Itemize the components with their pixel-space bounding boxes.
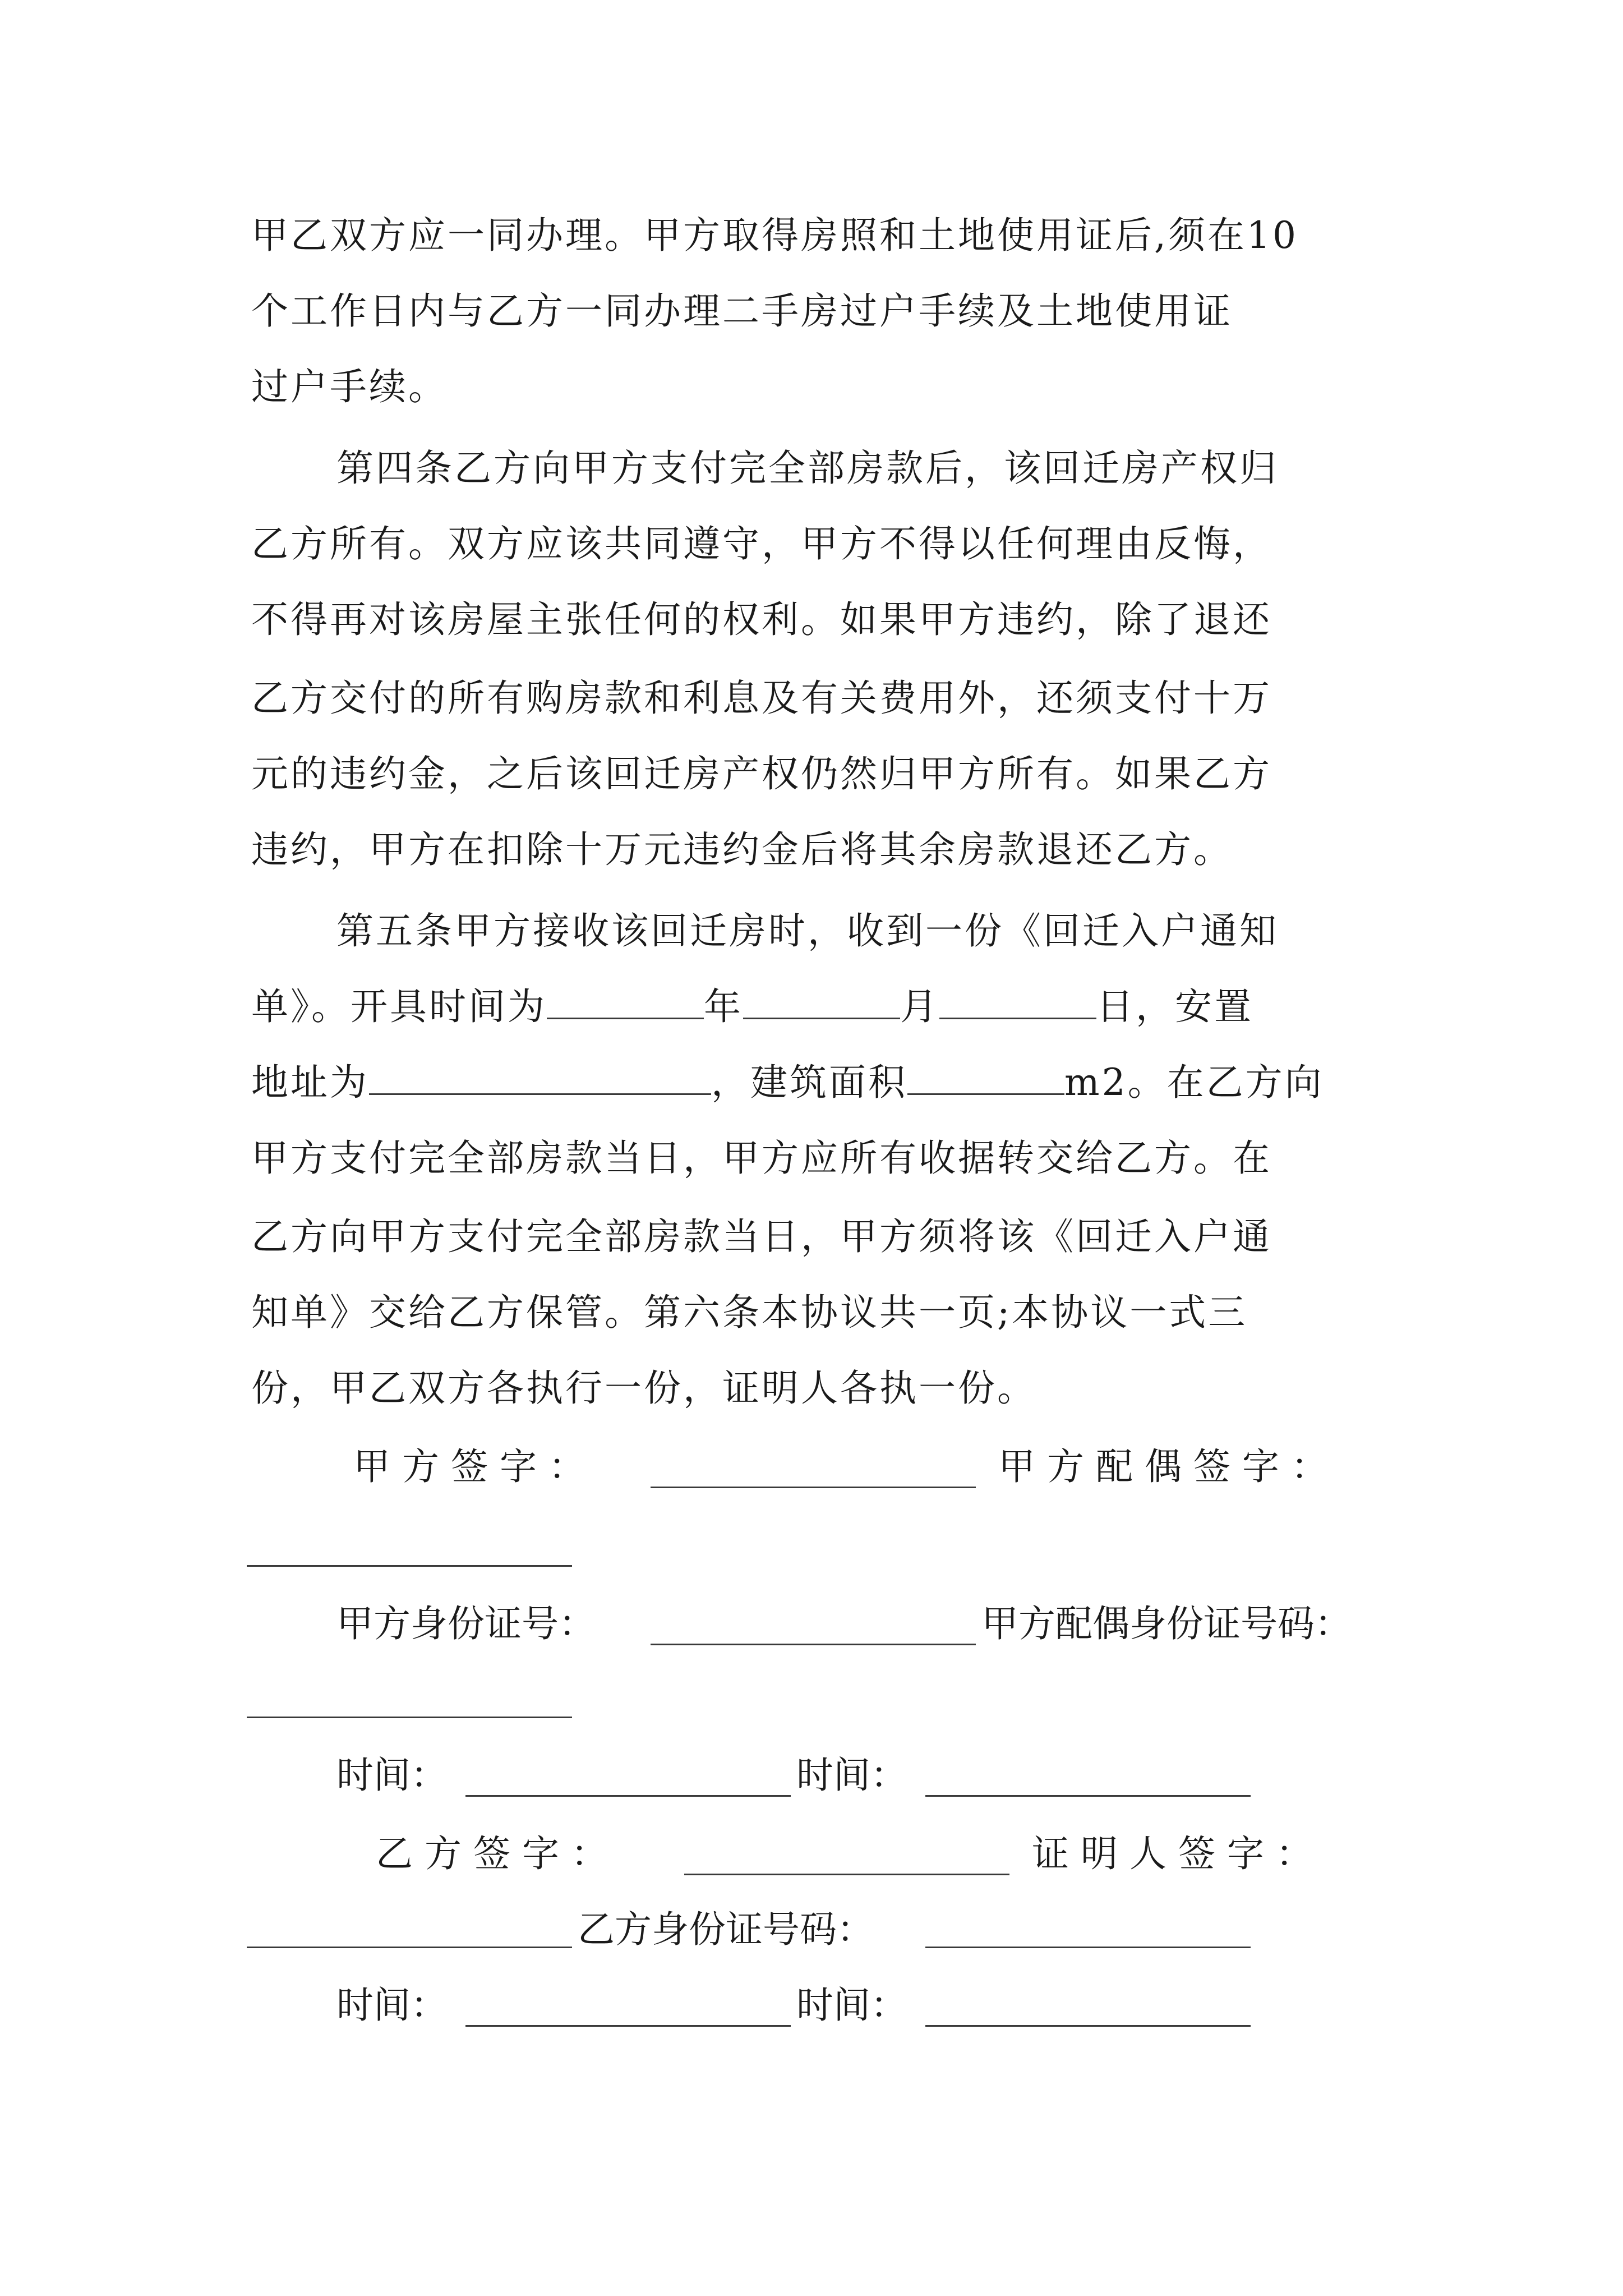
paragraph-line: 乙方所有。双方应该共同遵守，甲方不得以任何理由反悔，	[251, 522, 1272, 565]
paragraph-line: 元的违约金，之后该回迁房产权仍然归甲方所有。如果乙方	[251, 752, 1272, 795]
paragraph-line: 乙方向甲方支付完全部房款当日，甲方须将该《回迁入户通	[251, 1215, 1272, 1258]
time-blank[interactable]	[465, 1795, 791, 1797]
time-label: 时间：	[336, 1984, 448, 2027]
time-blank[interactable]	[925, 2025, 1251, 2027]
paragraph-line: 不得再对该房屋主张任何的权利。如果甲方违约，除了退还	[251, 598, 1272, 641]
party-a-spouse-id-blank[interactable]	[247, 1717, 572, 1718]
time-blank[interactable]	[465, 2025, 791, 2027]
time-label: 时间：	[796, 1754, 907, 1797]
witness-sign-label: 证 明 人 签 字 ：	[1032, 1832, 1313, 1875]
area-unit-text: m2。在乙方向	[1064, 1061, 1324, 1104]
time-label: 时间：	[336, 1754, 448, 1797]
party-a-spouse-sign-blank[interactable]	[247, 1565, 572, 1567]
paragraph-line: 第四条乙方向甲方支付完全部房款后，该回迁房产权归	[336, 447, 1279, 490]
paragraph-line: 份，甲乙双方各执行一份，证明人各执一份。	[251, 1366, 1036, 1410]
day-label: 日，安置	[1096, 985, 1253, 1028]
party-a-spouse-sign-label: 甲 方 配 偶 签 字 ：	[998, 1445, 1328, 1488]
party-b-id-label: 乙方身份证号码：	[578, 1908, 874, 1951]
paragraph-line-with-blanks	[251, 1057, 1378, 1108]
paragraph-line-with-blanks	[251, 982, 1378, 1032]
party-a-spouse-id-label: 甲方配偶身份证号码：	[981, 1602, 1352, 1645]
party-b-sign-blank[interactable]	[684, 1874, 1009, 1875]
issue-date-label: 单》。开具时间为	[251, 985, 547, 1028]
address-label: 地址为	[251, 1061, 369, 1104]
party-a-sign-label: 甲 方 签 字 ：	[353, 1445, 585, 1488]
year-blank[interactable]	[547, 985, 704, 1019]
paragraph-line: 知单》交给乙方保管。第六条本协议共一页;本协议一式三	[251, 1291, 1248, 1334]
paragraph-line: 过户手续。	[251, 365, 448, 408]
paragraph-line: 乙方交付的所有购房款和利息及有关费用外，还须支付十万	[251, 677, 1272, 720]
party-a-id-label: 甲方身份证号：	[336, 1602, 596, 1645]
month-label: 月	[900, 985, 939, 1028]
party-b-id-blank[interactable]	[925, 1947, 1251, 1948]
party-a-id-blank[interactable]	[651, 1644, 976, 1645]
party-b-sign-label: 乙 方 签 字 ：	[376, 1832, 608, 1875]
paragraph-line: 甲方支付完全部房款当日，甲方应所有收据转交给乙方。在	[251, 1137, 1272, 1180]
paragraph-line: 违约，甲方在扣除十万元违约金后将其余房款退还乙方。	[251, 828, 1233, 871]
time-blank[interactable]	[925, 1795, 1251, 1797]
paragraph-line: 个工作日内与乙方一同办理二手房过户手续及土地使用证	[251, 289, 1233, 333]
paragraph-line: 第五条甲方接收该回迁房时，收到一份《回迁入户通知	[336, 909, 1279, 953]
year-label: 年	[704, 985, 743, 1028]
paragraph-line: 甲乙双方应一同办理。甲方取得房照和土地使用证后,须在10	[251, 214, 1298, 257]
month-blank[interactable]	[743, 985, 900, 1019]
area-label: ，建筑面积	[711, 1061, 907, 1104]
time-label: 时间：	[796, 1984, 907, 2027]
witness-sign-blank[interactable]	[247, 1947, 572, 1948]
area-blank[interactable]	[907, 1061, 1064, 1095]
party-a-sign-blank[interactable]	[651, 1487, 976, 1488]
address-blank[interactable]	[369, 1061, 711, 1095]
day-blank[interactable]	[939, 985, 1096, 1019]
